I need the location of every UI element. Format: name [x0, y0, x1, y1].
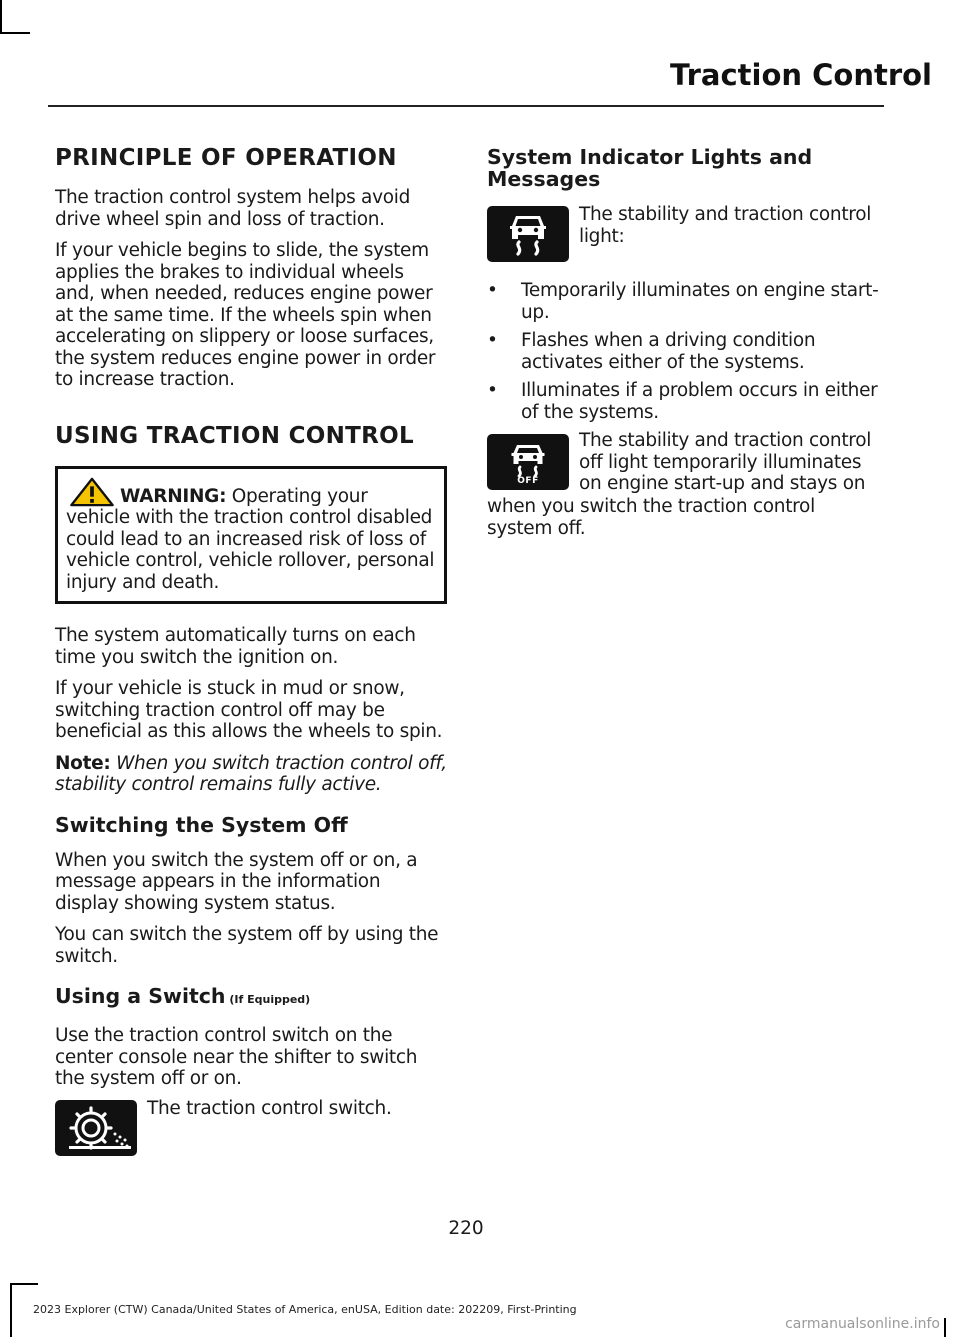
list-item: [487, 330, 880, 373]
list-item: [487, 380, 880, 423]
traction-control-switch-icon: [55, 1100, 137, 1156]
indicator-figure: [487, 204, 880, 280]
heading-text: Using a Switch: [55, 984, 226, 1008]
paragraph: You can switch the system off by using the switch.: [55, 924, 439, 967]
right-column: [487, 146, 880, 539]
indicator-behavior-list: [487, 280, 880, 423]
paragraph: When you switch the system off or on, a message appears in the information display showing system status.: [55, 849, 418, 914]
crop-mark: [10, 1283, 12, 1337]
stability-control-off-light-icon: [487, 434, 569, 490]
heading-system-indicator-lights: System Indicator Lights and Messages: [487, 145, 813, 191]
warning-text: Operating your vehicle with the traction control disabled could lead to an increased risk of loss of vehicle control, vehicle rollover, personal injury and death.: [66, 485, 435, 593]
list-item-text: Temporarily illuminates on engine start-up.: [521, 280, 879, 323]
note: [55, 753, 447, 796]
bullet: •: [487, 380, 498, 401]
note-text: When you switch traction control off, stability control remains fully active.: [55, 752, 447, 795]
crop-mark: [10, 1283, 38, 1285]
crop-mark: [0, 0, 2, 34]
header-divider: [48, 105, 884, 107]
indicator-caption: The stability and traction control light:: [579, 204, 872, 247]
stability-control-light-icon: [487, 206, 569, 262]
list-item-text: Flashes when a driving condition activates either of the systems.: [521, 330, 816, 373]
warning-label: WARNING:: [120, 485, 227, 507]
paragraph: The traction control system helps avoid drive wheel spin and loss of traction.: [55, 187, 411, 230]
heading-principle-of-operation: PRINCIPLE OF OPERATION: [55, 145, 397, 171]
switch-figure: [55, 1098, 447, 1158]
warning-triangle-icon: [68, 477, 116, 507]
page-title: Traction Control: [669, 58, 932, 92]
left-column: [55, 145, 447, 1158]
switch-caption: The traction control switch.: [147, 1097, 392, 1119]
bullet: •: [487, 330, 498, 351]
page-number: 220: [448, 1218, 484, 1239]
paragraph: If your vehicle begins to slide, the system applies the brakes to individual wheels and, when needed, reduces engine power at the same time. If the wheels spin when accelerating on slippery or loose surfaces, the system reduces engine power in order to increase traction.: [55, 240, 436, 390]
list-item-text: Illuminates if a problem occurs in either of the systems.: [521, 380, 878, 423]
heading-switching-system-off: Switching the System Off: [55, 812, 348, 837]
off-indicator-figure: [487, 430, 880, 494]
bullet: •: [487, 280, 498, 301]
off-light-caption-continued: when you switch the traction control system off.: [487, 496, 815, 539]
crop-mark: [944, 1318, 946, 1337]
off-light-caption: The stability and traction control off light temporarily illuminates on engine start-up and stays on: [579, 430, 872, 494]
list-item: [487, 280, 880, 323]
paragraph: The system automatically turns on each time you switch the ignition on.: [55, 625, 416, 668]
crop-mark: [0, 32, 30, 34]
paragraph: Use the traction control switch on the center console near the shifter to switch the system off or on.: [55, 1025, 418, 1089]
heading-qualifier: (If Equipped): [225, 993, 311, 1006]
warning-box: [55, 466, 447, 605]
paragraph: If your vehicle is stuck in mud or snow, switching traction control off may be beneficial as this allows the wheels to spin.: [55, 678, 443, 742]
off-badge: OFF: [517, 475, 539, 486]
edition-footer: 2023 Explorer (CTW) Canada/United States of America, enUSA, Edition date: 202209, First-Printing: [33, 1303, 577, 1316]
note-label: Note:: [55, 752, 111, 774]
watermark: carmanualsonline.info: [785, 1316, 940, 1332]
heading-using-traction-control: USING TRACTION CONTROL: [55, 422, 414, 449]
heading-using-a-switch: [55, 985, 447, 1011]
